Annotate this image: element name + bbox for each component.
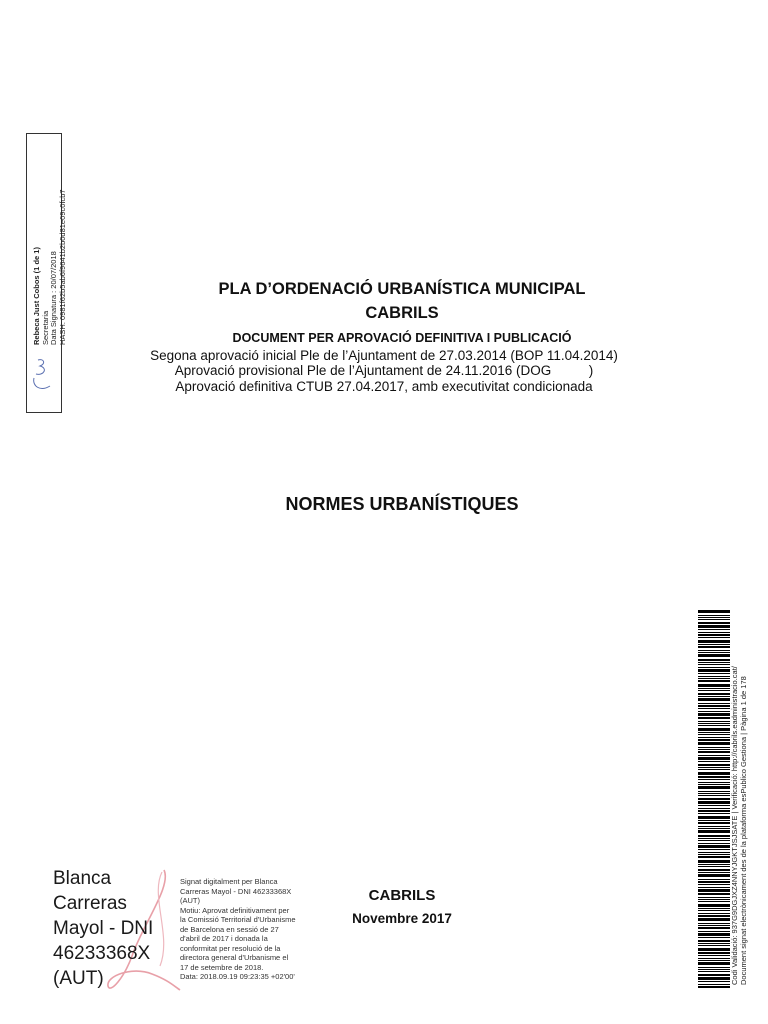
barcode-bar (698, 667, 730, 668)
barcode-bar (698, 676, 730, 677)
barcode-bar (698, 897, 730, 898)
barcode-bar (698, 958, 730, 959)
barcode-bar (698, 931, 730, 932)
footer-date: Novembre 2017 (352, 911, 452, 926)
verification-line-1: Codi Validació: 937G9DGJXZ4NNYJGKTJSJSATE | Verificació: http://cabrils.eadministracio.cat/ (730, 666, 739, 985)
barcode-bar (698, 690, 730, 691)
barcode-bar (698, 835, 730, 837)
barcode-bar (698, 945, 730, 946)
signature-detail-line: de Barcelona en sessió de 27 (180, 924, 279, 934)
barcode-bar (698, 713, 730, 716)
barcode-bar (698, 822, 730, 824)
barcode-bar (698, 915, 730, 917)
barcode-bar (698, 650, 730, 651)
barcode-bar (698, 943, 730, 944)
barcode-bar (698, 952, 730, 954)
barcode-bar (698, 866, 730, 867)
barcode-bar (698, 779, 730, 780)
barcode-bar (698, 791, 730, 792)
barcode-bar (698, 742, 730, 745)
barcode-bar (698, 755, 730, 756)
approval-line-3: Aprovació definitiva CTUB 27.04.2017, amb executivitat condicionada (175, 379, 593, 394)
barcode-bar (698, 854, 730, 855)
barcode-bar (698, 918, 730, 921)
barcode-bar (698, 852, 730, 853)
barcode-bar (698, 723, 730, 724)
barcode-bar (698, 617, 730, 618)
barcode-bar (698, 826, 730, 827)
barcode-bar (698, 680, 730, 682)
barcode-bar (698, 955, 730, 956)
barcode-bar (698, 673, 730, 674)
barcode-bar (698, 637, 730, 638)
approval-line-2: Aprovació provisional Ple de l’Ajuntament de 24.11.2016 (DOG ) (174, 363, 594, 378)
barcode-bar (698, 717, 730, 719)
barcode-bar (698, 908, 730, 909)
barcode-bar (698, 948, 730, 951)
barcode-bar (698, 749, 730, 750)
barcode-bar (698, 751, 730, 753)
section-title: NORMES URBANÍSTIQUES (285, 494, 519, 514)
barcode-bar (698, 698, 730, 701)
barcode-bar (698, 615, 730, 616)
barcode-bar (698, 784, 730, 785)
barcode-bar (698, 869, 730, 871)
barcode-bar (698, 654, 730, 657)
barcode-icon (698, 610, 730, 990)
barcode-bar (698, 629, 730, 630)
document-subtitle: DOCUMENT PER APROVACIÓ DEFINITIVA I PUBLICACIÓ (232, 331, 572, 345)
signature-detail-line: d'abril de 2017 i donada la (180, 934, 268, 943)
barcode-bar (698, 732, 730, 733)
barcode-bar (698, 971, 730, 972)
signer-name-line: Carreras (53, 893, 127, 914)
signature-detail-line: Carreras Mayol - DNI 46233368X (180, 886, 292, 896)
barcode-bar (698, 725, 730, 726)
barcode-bar (698, 708, 730, 709)
barcode-bar (698, 881, 730, 883)
barcode-bar (698, 805, 730, 806)
barcode-bar (698, 767, 730, 768)
barcode-bar (698, 910, 730, 911)
barcode-bar (698, 820, 730, 821)
barcode-bar (698, 747, 730, 748)
signer-name-line: Mayol - DNI (53, 918, 154, 939)
barcode-bar (698, 977, 730, 980)
barcode-bar (698, 813, 730, 814)
signature-detail-line: Motiu: Aprovat definitivament per (180, 905, 290, 915)
barcode-bar (698, 864, 730, 865)
barcode-bar (698, 967, 730, 968)
barcode-bar (698, 879, 730, 880)
barcode-bar (698, 962, 730, 965)
signer-sidebar-name: Rebeca Just Cobos (1 de 1) (32, 247, 41, 345)
barcode-bar (698, 769, 730, 770)
barcode-bar (698, 843, 730, 844)
verification-line-2: Document signat electrònicament des de la plataforma esPublico Gestiona | Pàgina 1 de 178 (739, 676, 748, 985)
signature-detail-line: Signat digitalment per Blanca (180, 877, 278, 886)
barcode-bar (698, 986, 730, 988)
barcode-bar (698, 776, 730, 778)
barcode-bar (698, 652, 730, 653)
barcode-bar (698, 757, 730, 760)
barcode-bar (698, 984, 730, 985)
verification-text (730, 666, 748, 985)
barcode-bar (698, 798, 730, 800)
barcode-bar (698, 840, 730, 841)
barcode-bar (698, 856, 730, 858)
barcode-bar (698, 808, 730, 809)
barcode-bar (698, 884, 730, 885)
barcode-bar (698, 899, 730, 900)
barcode-bar (698, 659, 730, 661)
barcode-bar (698, 830, 730, 833)
signature-details (180, 877, 310, 982)
barcode-bar (698, 696, 730, 697)
municipality-title: CABRILS (365, 304, 439, 322)
barcode-bar (698, 786, 730, 789)
barcode-bar (698, 974, 730, 976)
barcode-bar (698, 981, 730, 982)
signature-detail-line: Data: 2018.09.19 09:23:35 +02'00' (180, 972, 295, 981)
barcode-bar (698, 632, 730, 633)
barcode-bar (698, 622, 730, 624)
barcode-bar (698, 764, 730, 766)
signer-sidebar-date: Data Signatura : 20/07/2018 (49, 251, 58, 345)
barcode-bar (698, 711, 730, 712)
signer-name (53, 866, 173, 991)
barcode-bar (698, 705, 730, 707)
barcode-bar (698, 810, 730, 812)
barcode-bar (698, 969, 730, 970)
barcode-bar (698, 933, 730, 936)
barcode-bar (698, 960, 730, 961)
signature-detail-line: (AUT) (180, 896, 200, 905)
barcode-bar (698, 874, 730, 877)
barcode-bar (698, 644, 730, 645)
barcode-bar (698, 761, 730, 762)
barcode-bar (698, 684, 730, 687)
barcode-bar (698, 688, 730, 689)
barcode-bar (698, 739, 730, 741)
barcode-bar (698, 940, 730, 942)
barcode-bar (698, 828, 730, 829)
barcode-bar (698, 838, 730, 839)
barcode-bar (698, 625, 730, 628)
barcode-bar (698, 721, 730, 722)
barcode-bar (698, 860, 730, 863)
signer-sidebar-role: Secretaria (40, 310, 50, 345)
barcode-bar (698, 737, 730, 738)
barcode-bar (698, 646, 730, 648)
barcode-bar (698, 662, 730, 663)
barcode-bar (698, 728, 730, 731)
barcode-bar (698, 678, 730, 679)
barcode-bar (698, 782, 730, 783)
barcode-bar (698, 772, 730, 775)
barcode-bar (698, 893, 730, 895)
signature-detail-line: conformitat per resolució de la (180, 943, 281, 953)
signature-detail-line: directora general d'Urbanisme el (180, 953, 289, 962)
footer-place: CABRILS (368, 887, 436, 904)
signer-name-line: 46233368X (53, 943, 151, 964)
signature-detail-line: la Comissió Territorial d'Urbanisme (180, 915, 296, 924)
barcode-bar (698, 801, 730, 804)
barcode-bar (698, 669, 730, 672)
barcode-bar (698, 693, 730, 695)
barcode-bar (698, 640, 730, 643)
approval-line-1: Segona aprovació inicial Ple de l’Ajuntament de 27.03.2014 (BOP 11.04.2014) (150, 348, 618, 363)
barcode-bar (698, 793, 730, 794)
barcode-bar (698, 734, 730, 735)
barcode-bar (698, 937, 730, 938)
barcode-bar (698, 927, 730, 929)
barcode-bar (698, 849, 730, 850)
barcode-bar (698, 923, 730, 924)
barcode-bar (698, 872, 730, 873)
document-title: PLA D’ORDENACIÓ URBANÍSTICA MUNICIPAL (218, 280, 586, 298)
signer-name-line: Blanca (53, 868, 112, 889)
signer-sidebar-hash: HASH: 0981f62b5ab6f9641b2b0d81e09c0fcb7 (57, 189, 67, 345)
barcode-bar (698, 904, 730, 907)
signature-detail-line: 17 de setembre de 2018. (180, 962, 264, 972)
barcode-bar (698, 887, 730, 888)
barcode-bar (698, 619, 730, 620)
barcode-bar (698, 925, 730, 926)
barcode-bar (698, 703, 730, 704)
barcode-bar (698, 913, 730, 914)
barcode-bar (698, 889, 730, 892)
barcode-bar (698, 845, 730, 848)
barcode-bar (698, 795, 730, 796)
barcode-bar (698, 816, 730, 819)
signer-name-line: (AUT) (53, 968, 104, 989)
barcode-bar (698, 901, 730, 902)
barcode-bar (698, 634, 730, 636)
barcode-bar (698, 664, 730, 665)
barcode-bar (698, 610, 730, 613)
